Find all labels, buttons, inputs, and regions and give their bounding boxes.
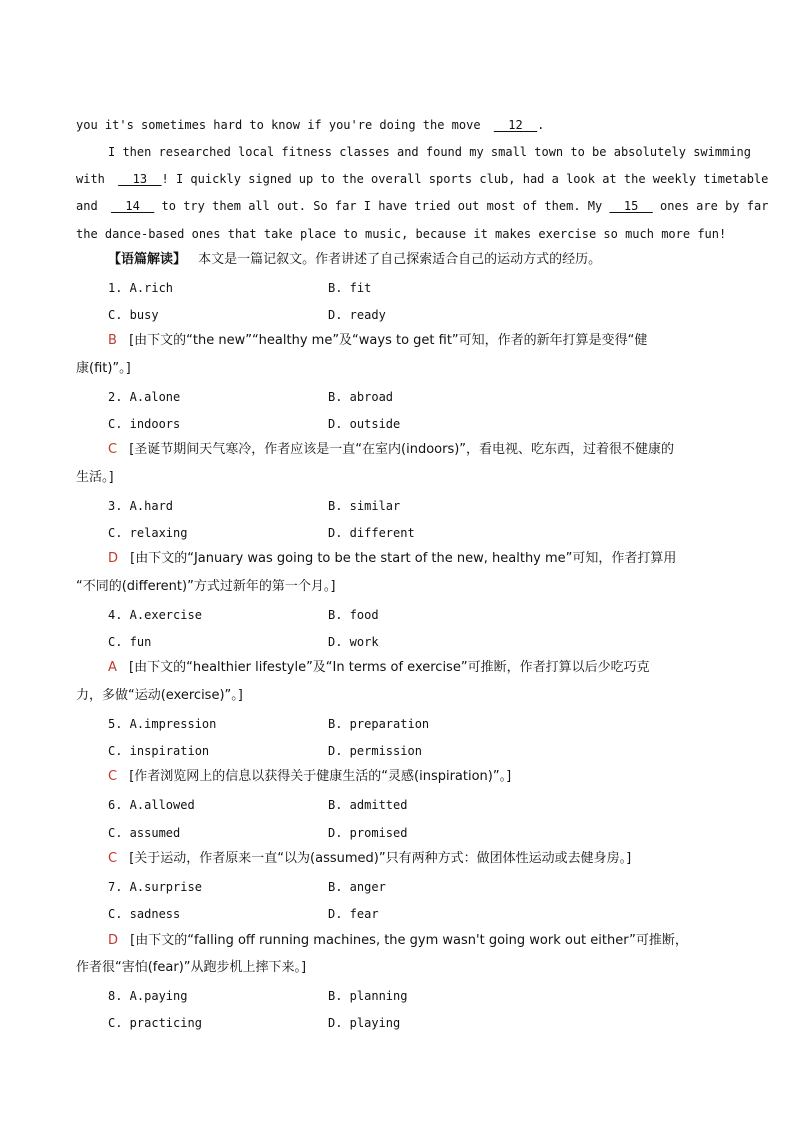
explanation-text: [由下文的“January was going to be the start of the new, healthy me”可知，作者打算用 <box>130 551 677 566</box>
explanation-2-cont: 生活。] <box>76 470 114 485</box>
passage-line-4 <box>76 198 768 214</box>
passage-text: you it's sometimes hard to know if you're doing the move <box>76 118 481 132</box>
passage-text: I then researched local fitness classes and found my small town to be absolutely swimming <box>108 145 751 159</box>
option-6c: C. assumed <box>108 826 181 840</box>
explanation-3 <box>108 551 676 567</box>
option-7d: D. fear <box>328 907 379 921</box>
option-5c: C. inspiration <box>108 744 210 758</box>
explanation-text: [由下文的“falling off running machines, the gym wasn't going work out either”可推断， <box>130 933 688 948</box>
option-8d: D. playing <box>328 1016 401 1030</box>
option-3d: D. different <box>328 526 415 540</box>
answer-letter: C <box>108 851 118 866</box>
option-1b: B. fit <box>328 281 372 295</box>
option-4a: 4. A.exercise <box>108 608 202 622</box>
option-8c: C. practicing <box>108 1016 202 1030</box>
passage-line-3 <box>76 171 768 187</box>
option-1d: D. ready <box>328 308 386 322</box>
option-4d: D. work <box>328 635 379 649</box>
option-6a: 6. A.allowed <box>108 798 195 812</box>
passage-text: the dance-based ones that take place to music, because it makes exercise so much more fun! <box>76 227 727 241</box>
answer-letter: C <box>108 442 118 457</box>
passage-text: with <box>76 172 105 186</box>
passage-text: to try them all out. So far I have tried out most of them. My <box>161 199 603 213</box>
passage-text: ! I quickly signed up to the overall sports club, had a look at the weekly timetable <box>161 172 769 186</box>
option-5b: B. preparation <box>328 717 430 731</box>
explanation-1-cont: 康(fit)”。] <box>76 361 131 376</box>
passage-text: . <box>537 118 545 132</box>
answer-letter: B <box>108 333 117 348</box>
explanation-text: [由下文的“healthier lifestyle”及“In terms of exercise”可推断，作者打算以后少吃巧克 <box>129 660 650 675</box>
option-3a: 3. A.hard <box>108 499 174 513</box>
explanation-text: [圣诞节期间天气寒冷，作者应该是一直“在室内(indoors)”，看电视、吃东西，过着很不健康的 <box>129 442 675 457</box>
reading-text: 本文是一篇记叙文。作者讲述了自己探索适合自己的运动方式的经历。 <box>198 252 602 267</box>
option-7b: B. anger <box>328 880 386 894</box>
option-3c: C. relaxing <box>108 526 188 540</box>
passage-line-5 <box>76 226 726 242</box>
option-2a: 2. A.alone <box>108 390 181 404</box>
blank-15: 15 <box>609 199 653 213</box>
option-5d: D. permission <box>328 744 422 758</box>
option-8b: B. planning <box>328 989 408 1003</box>
option-2d: D. outside <box>328 417 401 431</box>
answer-letter: D <box>108 933 119 948</box>
reading-label: 【语篇解读】 <box>108 252 187 267</box>
explanation-1 <box>108 333 647 349</box>
option-4c: C. fun <box>108 635 152 649</box>
option-4b: B. food <box>328 608 379 622</box>
explanation-7 <box>108 933 688 949</box>
passage-text: ones are by far <box>660 199 769 213</box>
passage-text: and <box>76 199 98 213</box>
blank-12: 12 <box>493 118 538 132</box>
answer-letter: D <box>108 551 119 566</box>
explanation-2 <box>108 442 674 458</box>
passage-line-1 <box>76 117 544 133</box>
explanation-7-cont: 作者很“害怕(fear)”从跑步机上摔下来。] <box>76 960 307 975</box>
blank-14: 14 <box>110 199 155 213</box>
option-3b: B. similar <box>328 499 401 513</box>
option-6b: B. admitted <box>328 798 408 812</box>
explanation-4-cont: 力，多做“运动(exercise)”。] <box>76 688 243 703</box>
answer-letter: C <box>108 769 118 784</box>
option-2c: C. indoors <box>108 417 181 431</box>
blank-13: 13 <box>118 172 162 186</box>
explanation-4 <box>108 660 650 676</box>
option-1a: 1. A.rich <box>108 281 174 295</box>
explanation-5 <box>108 769 511 785</box>
explanation-3-cont: “不同的(different)”方式过新年的第一个月。] <box>76 579 336 594</box>
reading-note <box>108 252 601 268</box>
explanation-text: [由下文的“the new”“healthy me”及“ways to get fit”可知，作者的新年打算是变得“健 <box>129 333 648 348</box>
explanation-6 <box>108 851 631 867</box>
option-7a: 7. A.surprise <box>108 880 202 894</box>
explanation-text: [作者浏览网上的信息以获得关于健康生活的“灵感(inspiration)”。] <box>129 769 512 784</box>
answer-letter: A <box>108 660 117 675</box>
option-7c: C. sadness <box>108 907 181 921</box>
option-5a: 5. A.impression <box>108 717 217 731</box>
option-8a: 8. A.paying <box>108 989 188 1003</box>
option-1c: C. busy <box>108 308 159 322</box>
option-2b: B. abroad <box>328 390 394 404</box>
option-6d: D. promised <box>328 826 408 840</box>
explanation-text: [关于运动，作者原来一直“以为(assumed)”只有两种方式：做团体性运动或去健身房。] <box>129 851 632 866</box>
passage-line-2 <box>108 144 751 160</box>
